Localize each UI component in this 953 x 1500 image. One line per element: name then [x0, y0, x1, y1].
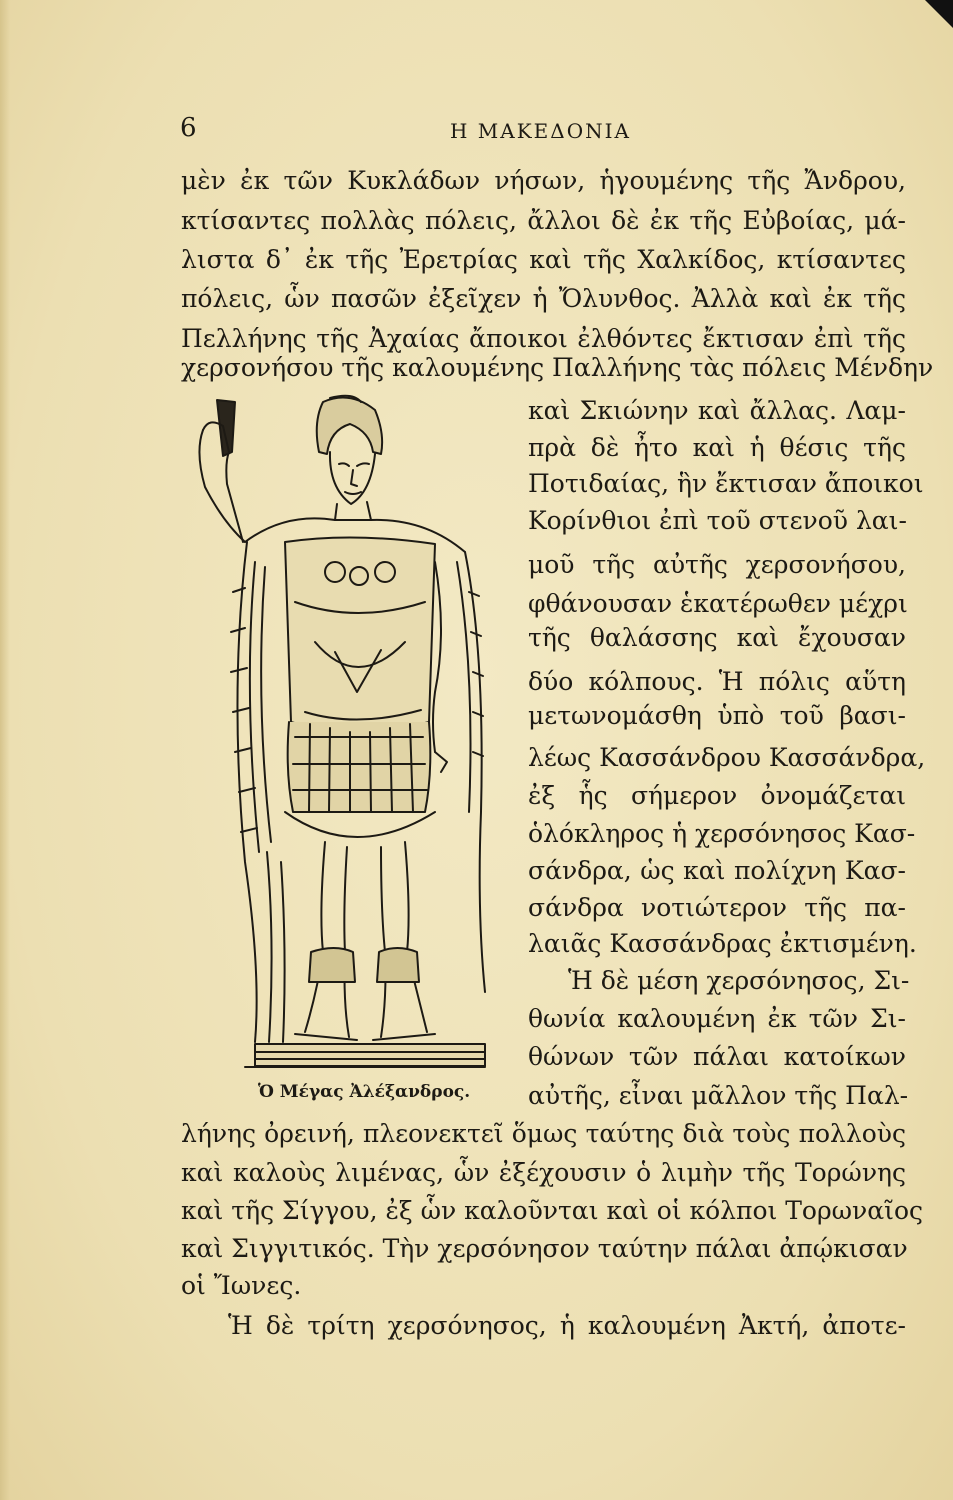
body-line: θώνων τῶν πάλαι κατοίκων [528, 1042, 906, 1071]
body-line-indented: Ἡ δὲ μέση χερσόνησος, Σι- [568, 966, 910, 995]
corner-mark [925, 0, 953, 28]
body-line: Πελλήνης τῆς Ἀχαίας ἄποικοι ἐλθόντες ἔκτισαν ἐπὶ τῆς [181, 324, 906, 353]
body-line: λέως Κασσάνδρου Κασσάνδρα, [528, 743, 926, 772]
body-line: Ποτιδαίας, ἣν ἔκτισαν ἄποικοι [528, 469, 924, 498]
body-line: φθάνουσαν ἑκατέρωθεν μέχρι [528, 589, 908, 618]
body-line: πόλεις, ὧν πασῶν ἐξεῖχεν ἡ Ὄλυνθος. Ἀλλὰ καὶ ἐκ τῆς [181, 284, 906, 313]
body-line: ἐξ ἧς σήμερον ὀνομάζεται [528, 781, 906, 810]
body-line: λαιᾶς Κασσάνδρας ἐκτισμένη. [528, 929, 917, 958]
page-number: 6 [180, 113, 197, 143]
body-line: κτίσαντες πολλὰς πόλεις, ἄλλοι δὲ ἐκ τῆς Εὐβοίας, μά- [181, 206, 906, 235]
body-line: μοῦ τῆς αὐτῆς χερσονήσου, [528, 550, 906, 579]
body-line: Κορίνθιοι ἐπὶ τοῦ στενοῦ λαι- [528, 506, 907, 535]
body-line: καὶ καλοὺς λιμένας, ὧν ἐξέχουσιν ὁ λιμὴν τῆς Τορώνης [181, 1158, 906, 1187]
body-line: ὁλόκληρος ἡ χερσόνησος Κασ- [528, 819, 916, 848]
body-line-indented: Ἡ δὲ τρίτη χερσόνησος, ἡ καλουμένη Ἀκτή, ἀποτε- [228, 1311, 906, 1340]
body-line: χερσονήσου τῆς καλουμένης Παλλήνης τὰς πόλεις Μένδην [181, 353, 934, 382]
body-line: καὶ Σιγγιτικός. Τὴν χερσόνησον ταύτην πάλαι ἀπῴκισαν [181, 1234, 908, 1263]
body-line: λήνης ὀρεινή, πλεονεκτεῖ ὅμως ταύτης διὰ τοὺς πολλοὺς [181, 1119, 906, 1148]
body-line: πρὰ δὲ ἦτο καὶ ἡ θέσις τῆς [528, 433, 906, 462]
body-line: καὶ Σκιώνην καὶ ἄλλας. Λαμ- [528, 396, 906, 425]
body-line: καὶ τῆς Σίγγου, ἐξ ὧν καλοῦνται καὶ οἱ κόλποι Τορωναῖος [181, 1196, 923, 1225]
body-line: μὲν ἐκ τῶν Κυκλάδων νήσων, ἡγουμένης τῆς Ἄνδρου, [181, 166, 906, 195]
body-line: σάνδρα, ὡς καὶ πολίχνη Κασ- [528, 856, 906, 885]
body-line: θωνία καλουμένη ἐκ τῶν Σι- [528, 1004, 906, 1033]
statue-illustration [185, 392, 505, 1082]
running-head: Η ΜΑΚΕΔΟΝΙΑ [450, 119, 631, 143]
body-line: οἱ Ἴωνες. [181, 1271, 302, 1300]
body-line: δύο κόλπους. Ἡ πόλις αὕτη [528, 667, 906, 696]
body-line: σάνδρα νοτιώτερον τῆς πα- [528, 893, 906, 922]
page-edge-shadow [0, 0, 10, 1500]
body-line: λιστα δ᾽ ἐκ τῆς Ἐρετρίας καὶ τῆς Χαλκίδος, κτίσαντες [181, 245, 906, 274]
body-line: τῆς θαλάσσης καὶ ἔχουσαν [528, 623, 906, 652]
statue-engraving [185, 392, 505, 1082]
figure-caption: Ὁ Μέγας Ἀλέξανδρος. [258, 1082, 471, 1102]
body-line: μετωνομάσθη ὑπὸ τοῦ βασι- [528, 701, 906, 730]
body-line: αὐτῆς, εἶναι μᾶλλον τῆς Παλ- [528, 1081, 909, 1110]
